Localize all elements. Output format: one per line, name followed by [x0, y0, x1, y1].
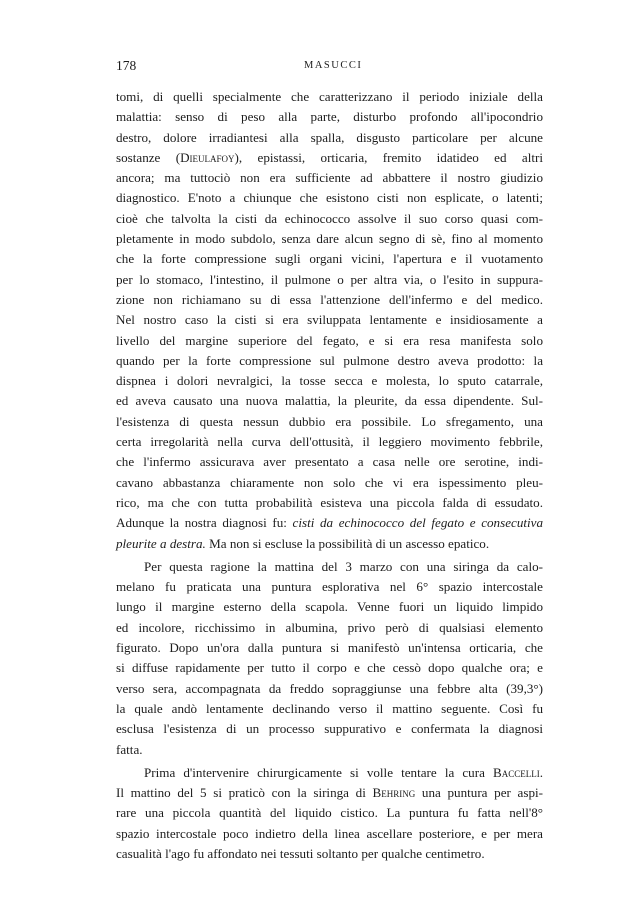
text-line	[116, 473, 543, 493]
author-name: Baccelli	[492, 764, 540, 780]
text-run: livello del margine superiore del fegato, e si era resa manifesta solo	[116, 332, 543, 348]
text-line	[116, 351, 543, 371]
paragraph	[116, 763, 543, 864]
text-run: destro, dolore irradiantesi alla spalla, disgusto particolare per alcune	[116, 129, 543, 145]
text-run: ed incolore, ricchissimo in albumina, privo però di qualsiasi elemento	[116, 619, 543, 635]
page-header	[116, 58, 541, 78]
text-run: quando per la forte compressione sul pulmone destro aveva prodotto: la	[116, 352, 543, 368]
text-run: malattia: senso di peso alla parte, disturbo profondo all'ipocondrio	[116, 109, 543, 125]
text-line	[116, 168, 543, 188]
text-line	[116, 597, 543, 617]
text-run: rare una piccola quantità del liquido cistico. La puntura fu fatta nell'8°	[116, 805, 543, 821]
text-line	[116, 371, 543, 391]
text-line	[116, 391, 543, 411]
text-run: che l'infermo assicurava aver presentato a casa nelle ore serotine, indi-	[116, 454, 543, 470]
text-line	[116, 290, 543, 310]
text-run: l'esistenza di questa nessun dubbio era possibile. Lo sfregamento, una	[116, 413, 543, 429]
text-line	[116, 107, 543, 127]
text-run: rico, ma che con tutta probabilità esisteva una piccola falda di essudato.	[116, 494, 543, 510]
paragraph	[116, 87, 543, 554]
text-line	[116, 803, 543, 823]
text-run: cavano abbastanza chiaramente non solo che vi era ispessimento pleu-	[116, 474, 543, 490]
author-name: Behring	[372, 785, 416, 801]
text-line	[116, 763, 543, 783]
text-line	[116, 452, 543, 472]
text-run: ), epistassi, orticaria, fremito idatideo ed altri	[234, 149, 543, 165]
text-line	[116, 557, 543, 577]
text-line	[116, 638, 543, 658]
text-run: Prima d'intervenire chirurgicamente si volle tentare la cura	[144, 764, 493, 780]
text-run: diagnostico. E'noto a chiunque che esistono cisti non esplicate, o latenti;	[116, 190, 543, 206]
text-run: che la forte compressione sugli organi vicini, l'apertura e il vuotamento	[116, 251, 543, 267]
text-line	[116, 148, 543, 168]
text-line	[116, 844, 543, 864]
text-run: la quale andò lentamente declinando verso il mattino seguente. Così fu	[116, 700, 543, 716]
text-line	[116, 188, 543, 208]
text-line	[116, 783, 543, 803]
text-run: cioè che talvolta la cisti da echinococco assolve il suo corso quasi com-	[116, 210, 543, 226]
text-line	[116, 412, 543, 432]
text-line	[116, 331, 543, 351]
paragraph	[116, 557, 543, 760]
text-run: lungo il margine esterno della scapola. Venne fuori un liquido limpido	[116, 599, 543, 615]
text-line	[116, 658, 543, 678]
text-run: esclusa l'esistenza di un processo suppurativo e confermata la diagnosi	[116, 721, 543, 737]
text-line	[116, 270, 543, 290]
text-run: una puntura per aspi-	[415, 785, 544, 801]
text-run: pletamente in modo subdolo, senza dare alcun segno di sè, fino al momento	[116, 231, 543, 247]
text-line	[116, 310, 543, 330]
text-run: spazio intercostale poco indietro della linea ascellare posteriore, e per mera	[116, 825, 543, 841]
text-line	[116, 432, 543, 452]
text-line	[116, 493, 543, 513]
running-head: MASUCCI	[304, 60, 363, 71]
text-run: ancora; ma tuttociò non era sufficiente ad abbattere il nostro giudizio	[116, 170, 543, 186]
text-run: sostanze (	[116, 149, 181, 165]
text-line	[116, 513, 543, 533]
text-run: Ma non si escluse la possibilità di un ascesso epatico.	[205, 535, 490, 551]
author-name: Dieulafoy	[180, 149, 235, 165]
text-line	[116, 699, 543, 719]
text-run: Adunque la nostra diagnosi fu:	[116, 515, 293, 531]
text-run: Nel nostro caso la cisti si era sviluppata lentamente e insidiosamente a	[116, 312, 543, 328]
text-run: zione non richiamano su di essa l'attenzione dell'infermo e del medico.	[116, 291, 543, 307]
text-line	[116, 249, 543, 269]
text-line	[116, 534, 543, 554]
text-line	[116, 740, 543, 760]
text-line	[116, 618, 543, 638]
text-run: certa irregolarità nella curva dell'ottusità, il leggiero movimento febbrile,	[116, 434, 543, 450]
text-run: ed aveva causato una nuova malattia, la pleurite, da essa dipendente. Sul-	[116, 393, 543, 409]
page-number: 178	[116, 58, 137, 73]
text-run: casualità l'ago fu affondato nei tessuti soltanto per qualche centimetro.	[116, 845, 485, 861]
text-run: fatta.	[116, 741, 143, 757]
text-run: verso sera, accompagnata da freddo sopraggiunse una febbre alta (39,3°)	[116, 680, 543, 696]
text-line	[116, 87, 543, 107]
text-run: figurato. Dopo un'ora dalla puntura si manifestò un'intensa orticaria, che	[116, 640, 543, 656]
text-line	[116, 577, 543, 597]
text-line	[116, 128, 543, 148]
text-run: .	[539, 764, 543, 780]
body-text	[116, 87, 543, 864]
text-line	[116, 209, 543, 229]
italic-text: cisti da echinococco del fegato e consecutiva	[292, 515, 544, 531]
italic-text: pleurite a destra.	[116, 535, 206, 551]
text-run: tomi, di quelli specialmente che caratterizzano il periodo iniziale della	[116, 89, 543, 104]
text-line	[116, 719, 543, 739]
text-run: melano fu praticata una puntura esplorativa nel 6° spazio intercostale	[116, 579, 543, 595]
text-line	[116, 229, 543, 249]
text-line	[116, 679, 543, 699]
text-run: dispnea i dolori nevralgici, la tosse secca e molesta, lo sputo catarrale,	[116, 373, 543, 389]
text-run: Il mattino del 5 si praticò con la siringa di	[116, 785, 373, 801]
text-line	[116, 824, 543, 844]
text-run: per lo stomaco, l'intestino, il pulmone o per altra via, o l'esito in suppura-	[116, 271, 543, 287]
text-run: si diffuse rapidamente per tutto il corpo e che cessò dopo qualche ora; e	[116, 660, 543, 676]
text-run: Per questa ragione la mattina del 3 marzo con una siringa da calo-	[144, 558, 543, 574]
